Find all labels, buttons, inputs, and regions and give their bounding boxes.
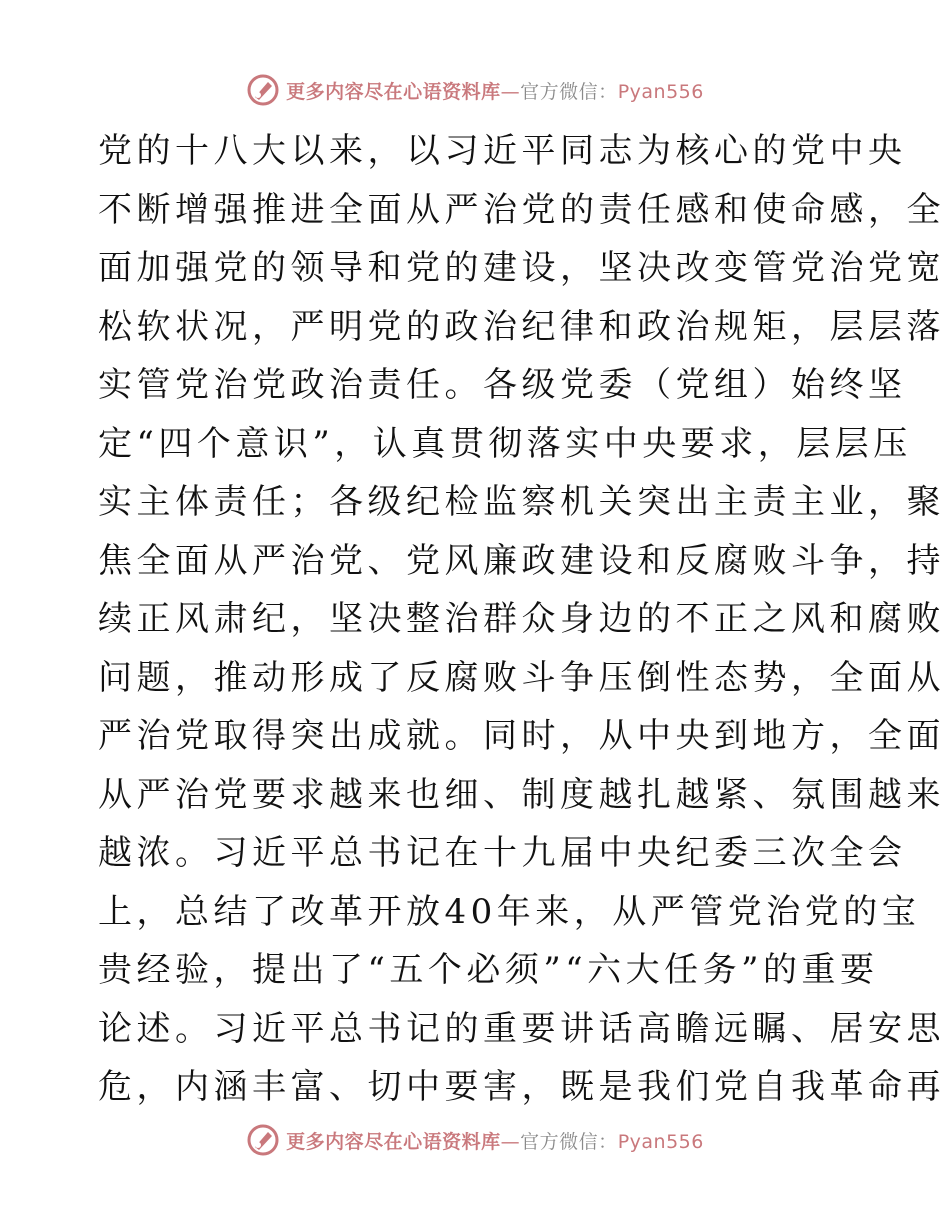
watermark-handle: Pyan556	[617, 1130, 704, 1153]
logo-icon	[246, 73, 280, 107]
watermark-dash: —	[500, 1130, 521, 1153]
watermark-text	[286, 77, 704, 104]
text-line: 上，总结了改革开放40年来，从严管党治党的宝	[98, 891, 921, 932]
text-line: 贵经验，提出了“五个必须”“六大任务”的重要	[98, 950, 879, 990]
text-line: 党的十八大以来，以习近平同志为核心的党中央	[98, 131, 907, 171]
watermark-site: 更多内容尽在心语资料库	[286, 1130, 501, 1153]
watermark-text	[286, 1127, 704, 1154]
watermark-dash: —	[500, 80, 521, 103]
text-line: 越浓。习近平总书记在十九届中央纪委三次全会	[98, 833, 907, 873]
text-line: 松软状况，严明党的政治纪律和政治规矩，层层落	[98, 306, 945, 347]
watermark-handle: Pyan556	[617, 80, 704, 103]
text-line: 续正风肃纪，坚决整治群众身边的不正之风和腐败	[98, 599, 945, 639]
text-line: 实管党治党政治责任。各级党委（党组）始终坚	[98, 365, 907, 405]
watermark-wechat-label: 官方微信：	[520, 1130, 618, 1153]
logo-icon	[246, 1123, 280, 1157]
text-line: 不断增强推进全面从严治党的责任感和使命感，全	[98, 189, 945, 230]
document-body	[98, 122, 945, 1117]
text-line: 焦全面从严治党、党风廉政建设和反腐败斗争，持	[98, 540, 945, 581]
watermark-site: 更多内容尽在心语资料库	[286, 80, 501, 103]
text-line: 从严治党要求越来也细、制度越扎越紧、氛围越来	[98, 774, 945, 815]
text-line: 严治党取得突出成就。同时，从中央到地方，全面	[98, 716, 945, 756]
text-line: 实主体责任；各级纪检监察机关突出主责主业，聚	[98, 482, 945, 522]
text-line: 危，内涵丰富、切中要害，既是我们党自我革命再	[98, 1067, 945, 1107]
text-line: 问题，推动形成了反腐败斗争压倒性态势，全面从	[98, 657, 945, 698]
watermark-wechat-label: 官方微信：	[520, 80, 618, 103]
text-line: 定“四个意识”，认真贯彻落实中央要求，层层压	[98, 423, 912, 464]
header-watermark	[0, 72, 950, 108]
text-line: 面加强党的领导和党的建设，坚决改变管党治党宽	[98, 248, 945, 288]
text-line: 论述。习近平总书记的重要讲话高瞻远瞩、居安思	[98, 1008, 945, 1049]
footer-watermark	[0, 1122, 950, 1158]
